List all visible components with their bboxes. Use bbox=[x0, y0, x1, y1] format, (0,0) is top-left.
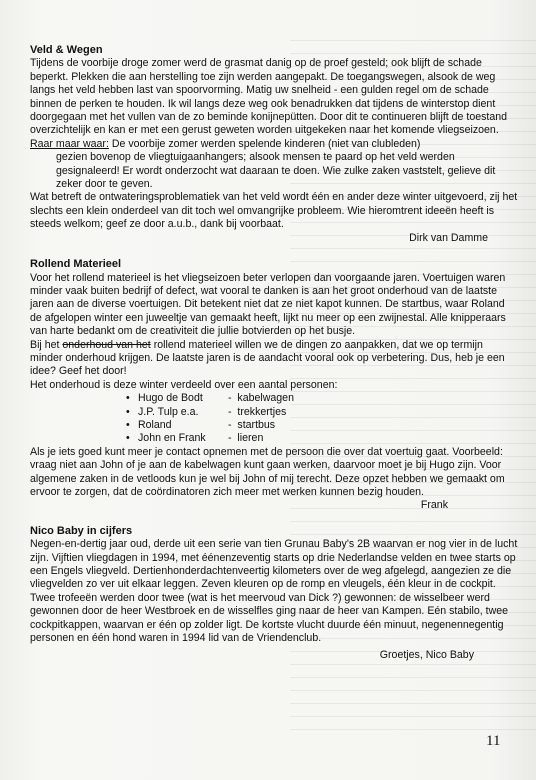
article-body bbox=[30, 44, 518, 663]
bullet: • bbox=[126, 418, 130, 431]
signature-frank: Frank bbox=[420, 499, 448, 512]
paragraph bbox=[30, 339, 518, 379]
bullet: • bbox=[126, 392, 130, 405]
text-segment: Bij het bbox=[30, 338, 63, 351]
bullet: • bbox=[126, 432, 130, 445]
person-name: J.P. Tulp e.a. bbox=[138, 405, 199, 418]
person-name: Hugo de Bodt bbox=[138, 392, 203, 405]
raar-maar-waar-line bbox=[30, 138, 518, 151]
dash: - bbox=[228, 432, 232, 445]
struck-text: onderhoud van het bbox=[62, 338, 151, 351]
task: trekkertjes bbox=[237, 405, 287, 418]
dash: - bbox=[228, 405, 232, 418]
heading-nico-baby: Nico Baby in cijfers bbox=[30, 524, 133, 537]
raar-maar-waar-text: De voorbije zomer werden spelende kinderen (niet van clubleden) bbox=[108, 137, 421, 150]
signature-nico-baby: Groetjes, Nico Baby bbox=[379, 649, 474, 662]
task: lieren bbox=[237, 432, 264, 445]
signature-dirk: Dirk van Damme bbox=[409, 231, 488, 244]
list-item bbox=[126, 432, 518, 445]
heading-veld-wegen: Veld & Wegen bbox=[30, 44, 103, 56]
list-item bbox=[126, 392, 518, 405]
list-item bbox=[126, 419, 518, 432]
task: startbus bbox=[237, 418, 276, 431]
paragraph: Als je iets goed kunt meer je contact opnemen met de persoon die over dat voertuig gaat. Voorbeeld: vraag niet aan John of je aan de kabelwagen kunt gaan werken, daarvoor moet je bij Hugo zijn. Voor algemene zaken in de vetloods kun je wel bij John of mij terecht. Deze opzet hebben we gemaakt om ervoor te zorgen, dat de coördinatoren zich meer met werken kunnen bezig houden. bbox=[30, 445, 505, 498]
paragraph: Wat betreft de ontwateringsproblematiek van het veld wordt één en ander deze winter uitgevoerd, zij het slechts een klein onderdeel van dit toch wel omvangrijke probleem. Wie hieromtrent ideeën heeft is steeds welkom; geef ze door a.u.b., dank bij voorbaat. bbox=[30, 191, 518, 231]
paragraph: Twee trofeeën werden door twee (wat is het meervoud van Dick ?) gewonnen: de wisselbeer werd gewonnen door de heer Westbroek en de wisselfles ging naar de heer van Kampen. Eén stabilo, twee cockpitkappen, waarvan er één op zolder ligt. De kortste vlucht duurde één minuut, negenennegentig personen en één hond waren in 1994 lid van de Vriendenclub. bbox=[30, 591, 509, 645]
maintenance-list bbox=[126, 392, 518, 446]
paragraph: Het onderhoud is deze winter verdeeld over een aantal personen: bbox=[30, 378, 338, 391]
bullet: • bbox=[126, 405, 130, 418]
person-name: John en Frank bbox=[138, 432, 206, 445]
text-segment: rollend materieel willen we de dingen zo aanpakken, dat we op termijn minder onderhoud krijgen. De laatste jaren is de aandacht vooral ook op verbetering. Dus, heb je een idee? Geef het door! bbox=[30, 338, 505, 378]
heading-rollend-materieel: Rollend Materieel bbox=[30, 258, 122, 271]
dash: - bbox=[228, 418, 232, 431]
dash: - bbox=[228, 392, 232, 405]
list-item bbox=[126, 406, 518, 419]
person-name: Roland bbox=[138, 418, 172, 431]
task: kabelwagen bbox=[237, 392, 294, 405]
paragraph: Negen-en-dertig jaar oud, derde uit een serie van tien Grunau Baby's 2B waarvan er nog vier in de lucht zijn. Vijftien vliegdagen in 1994, met éénenzeventig starts op drie Nederlandse velden en twee starts op een Engels vliegveld. Dertienhonderdachtenveertig kilometers over de weg afgelegd, aangezien ze die vliegvelden zo ver uit elkaar leggen. Zeven kleuren op de romp en vleugels, één kleur in de cockpit. bbox=[30, 538, 518, 591]
raar-maar-waar-label: Raar maar waar: bbox=[30, 137, 109, 150]
paragraph: Tijdens de voorbije droge zomer werd de grasmat danig op de proef gesteld; ook blijft de schade beperkt. Plekken die aan herstelling toe zijn werden aangepakt. De toegangswegen, alsook de weg langs het veld hebben last van spoorvorming. Matig uw snelheid - een gulden regel om de schade binnen de perken te houden. Ik wil langs deze weg ook benadrukken dat tijdens de winterstop dient doorgegaan met het vullen van de zo beminde konijnepütten. Door dit te continueren blijft de toestand overzichtelijk en kan er met een gerust geweten worden uitgekeken naar het komende vliegseizoen. bbox=[30, 57, 508, 137]
paragraph: Voor het rollend materieel is het vliegseizoen beter verlopen dan voorgaande jaren. Voertuigen waren minder vaak buiten bedrijf of defect, wat vooral te danken is aan het groot onderhoud van de laatste jaren aan de diverse voertuigen. Dit betekent niet dat ze niet kapot kunnen. De startbus, waar Roland de afgelopen winter een juweeltje van gemaakt heeft, lijkt nu meer op een zwijnestal. Alle knipperaars van harte bedankt om de creativiteit die jullie botvierden op het busje. bbox=[30, 271, 506, 338]
page-number: 11 bbox=[486, 733, 501, 749]
indented-paragraph: gezien bovenop de vliegtuigaanhangers; alsook mensen te paard op het veld werden gesignaleerd! Er wordt onderzocht wat daaraan te doen. Wie zulke zaken vaststelt, gelieve dit zeker door te geven. bbox=[56, 151, 496, 191]
